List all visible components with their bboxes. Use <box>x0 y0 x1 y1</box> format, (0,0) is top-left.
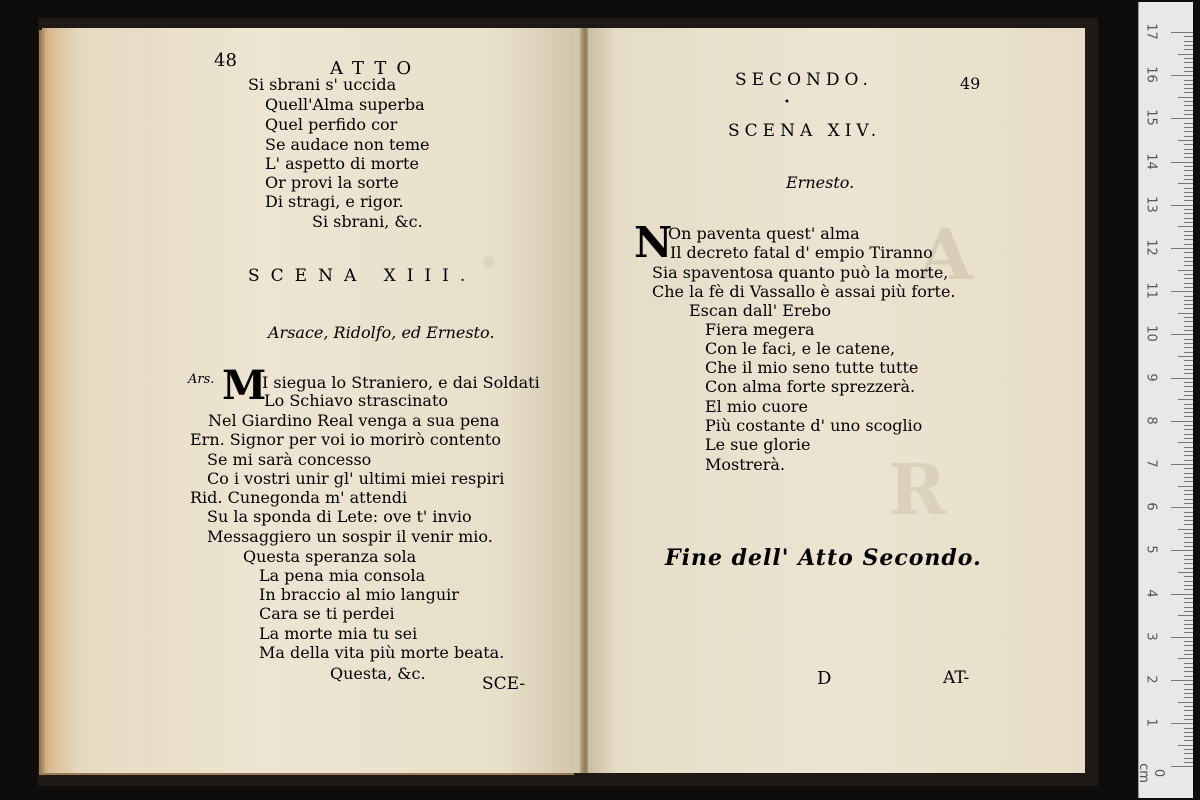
ruler-tick <box>1184 283 1193 284</box>
ruler-tick <box>1184 317 1193 318</box>
ruler-tick <box>1184 391 1193 392</box>
ruler-tick <box>1184 261 1193 262</box>
ruler-tick <box>1184 62 1193 63</box>
ruler-tick <box>1184 576 1193 577</box>
ruler-tick <box>1184 728 1193 729</box>
ruler-label: 12 <box>1143 239 1159 256</box>
ruler-tick <box>1184 179 1193 180</box>
ruler-label: 17 <box>1143 23 1159 40</box>
ruler-tick <box>1184 425 1193 426</box>
ruler-label: 11 <box>1143 282 1159 299</box>
ruler-label: 2 <box>1143 675 1159 684</box>
ruler-tick <box>1184 166 1193 167</box>
ruler-tick <box>1184 360 1193 361</box>
ruler-tick <box>1184 611 1193 612</box>
ruler-tick <box>1178 226 1193 227</box>
ruler-tick <box>1184 339 1193 340</box>
aria-line: Le sue glorie <box>705 435 811 454</box>
dialogue-line: Cara se ti perdei <box>259 604 395 623</box>
ruler-tick <box>1184 386 1193 387</box>
ruler-tick <box>1184 45 1193 46</box>
dialogue-line: Messaggiero un sospir il venir mio. <box>207 527 493 546</box>
ruler-tick <box>1184 542 1193 543</box>
ruler-tick <box>1184 477 1193 478</box>
ruler-tick <box>1184 105 1193 106</box>
ruler-label: 5 <box>1143 545 1159 555</box>
ruler-tick <box>1184 218 1193 219</box>
ruler-label: 3 <box>1143 632 1159 641</box>
ruler-tick <box>1184 585 1193 586</box>
ruler-tick <box>1184 663 1193 664</box>
drop-cap-left: M <box>222 362 267 409</box>
ornament-dot: • <box>784 97 790 108</box>
ruler-label: 0 cm <box>1136 763 1166 784</box>
ruler-tick <box>1184 308 1193 309</box>
ruler-tick <box>1171 162 1193 163</box>
ruler-tick <box>1184 188 1193 189</box>
aria-line: Che la fè di Vassallo è assai più forte. <box>652 282 956 301</box>
ruler-tick <box>1178 356 1193 357</box>
ruler-tick <box>1184 41 1193 42</box>
ruler-tick <box>1184 84 1193 85</box>
ruler-tick <box>1184 36 1193 37</box>
page-number-left: 48 <box>214 50 237 71</box>
dialogue-line: Su la sponda di Lete: ove t' invio <box>207 507 472 526</box>
ruler-tick <box>1184 170 1193 171</box>
ruler-label: 16 <box>1143 66 1159 83</box>
ruler-tick <box>1184 468 1193 469</box>
ruler-tick <box>1184 296 1193 297</box>
ruler-tick <box>1184 447 1193 448</box>
ruler-label: 7 <box>1143 459 1159 468</box>
measuring-ruler <box>1138 2 1193 798</box>
ruler-tick <box>1178 399 1193 400</box>
aria-line: Se audace non teme <box>265 135 430 154</box>
ruler-tick <box>1178 140 1193 141</box>
dialogue-line: Lo Schiavo strascinato <box>264 391 449 410</box>
ruler-tick <box>1184 369 1193 370</box>
ruler-tick <box>1184 365 1193 366</box>
ruler-tick <box>1184 136 1193 137</box>
ruler-tick <box>1184 524 1193 525</box>
ruler-tick <box>1184 71 1193 72</box>
drop-cap-right: N <box>634 218 673 267</box>
ruler-label: 4 <box>1143 588 1159 598</box>
ruler-tick <box>1178 572 1193 573</box>
dialogue-line: Rid. Cunegonda m' attendi <box>190 488 408 507</box>
aria-line: Con alma forte sprezzerà. <box>705 377 916 396</box>
ruler-tick <box>1178 183 1193 184</box>
dialogue-line: In braccio al mio languir <box>259 585 459 604</box>
ruler-tick <box>1184 602 1193 603</box>
ruler-tick <box>1184 740 1193 741</box>
ruler-tick <box>1184 144 1193 145</box>
ruler-tick <box>1178 313 1193 314</box>
ruler-tick <box>1184 49 1193 50</box>
ruler-tick <box>1184 546 1193 547</box>
bleed-through-r: R <box>888 448 947 531</box>
bleed-through-a: A <box>918 213 973 296</box>
ruler-tick <box>1171 464 1193 465</box>
ruler-tick <box>1171 723 1193 724</box>
ruler-tick <box>1171 334 1193 335</box>
ruler-tick <box>1171 637 1193 638</box>
dialogue-line: Se mi sarà concesso <box>207 450 372 469</box>
ruler-tick <box>1184 326 1193 327</box>
aria-line: Fiera megera <box>705 320 815 339</box>
ruler-tick <box>1171 766 1193 767</box>
ruler-tick <box>1184 516 1193 517</box>
scene-heading-right: SCENA XIV. <box>728 121 882 141</box>
ruler-tick <box>1184 650 1193 651</box>
ruler-tick <box>1184 257 1193 258</box>
ruler-tick <box>1184 175 1193 176</box>
ruler-tick <box>1184 157 1193 158</box>
ruler-tick <box>1184 67 1193 68</box>
ruler-tick <box>1184 343 1193 344</box>
ruler-tick <box>1184 589 1193 590</box>
aria-line: Quel perfido cor <box>265 115 398 134</box>
page-number-right: 49 <box>960 74 981 93</box>
ruler-tick <box>1184 568 1193 569</box>
ruler-tick <box>1184 490 1193 491</box>
ruler-tick <box>1184 628 1193 629</box>
ruler-tick <box>1184 520 1193 521</box>
aria-line: Mostrerà. <box>705 455 786 474</box>
ruler-tick <box>1184 598 1193 599</box>
ruler-tick <box>1184 382 1193 383</box>
ruler-tick <box>1184 412 1193 413</box>
end-of-act: Fine dell' Atto Secondo. <box>665 545 982 571</box>
running-head-left: ATTO <box>330 58 422 79</box>
ruler-tick <box>1184 235 1193 236</box>
dialogue-line: Ma della vita più morte beata. <box>259 643 505 662</box>
ruler-label: 14 <box>1143 152 1159 170</box>
ruler-tick <box>1171 32 1193 33</box>
ruler-label: 9 <box>1143 372 1159 382</box>
ruler-tick <box>1184 321 1193 322</box>
ruler-tick <box>1178 745 1193 746</box>
ruler-tick <box>1184 559 1193 560</box>
ruler-tick <box>1184 473 1193 474</box>
ruler-tick <box>1184 719 1193 720</box>
ruler-tick <box>1184 287 1193 288</box>
ruler-tick <box>1178 702 1193 703</box>
ruler-tick <box>1184 607 1193 608</box>
aria-line: Con le faci, e le catene, <box>705 339 896 358</box>
catchword-left: SCE- <box>482 674 526 694</box>
ruler-tick <box>1184 624 1193 625</box>
ruler-tick <box>1184 654 1193 655</box>
ruler-tick <box>1184 213 1193 214</box>
ruler-tick <box>1184 645 1193 646</box>
ruler-tick <box>1178 615 1193 616</box>
ruler-tick <box>1184 555 1193 556</box>
ruler-tick <box>1184 533 1193 534</box>
ruler-tick <box>1184 373 1193 374</box>
ruler-tick <box>1184 209 1193 210</box>
ruler-tick <box>1184 244 1193 245</box>
speaker-label: Ars. <box>188 372 215 387</box>
ruler-tick <box>1184 330 1193 331</box>
aria-line: Il decreto fatal d' empio Tiranno <box>670 243 933 262</box>
running-head-right: SECONDO. <box>735 70 873 90</box>
ruler-tick <box>1184 753 1193 754</box>
ruler-tick <box>1184 676 1193 677</box>
ruler-label: 1 <box>1143 718 1159 727</box>
ruler-label: 13 <box>1143 196 1159 213</box>
ruler-tick <box>1184 736 1193 737</box>
character-name: Ernesto. <box>786 173 855 192</box>
ruler-tick <box>1184 563 1193 564</box>
ruler-tick <box>1184 101 1193 102</box>
aria-line: Or provi la sorte <box>265 173 399 192</box>
aria-line: Più costante d' uno scoglio <box>705 416 923 435</box>
ruler-tick <box>1184 581 1193 582</box>
dialogue-line: I siegua lo Straniero, e dai Soldati <box>262 373 540 392</box>
ruler-tick <box>1184 693 1193 694</box>
ruler-label: 6 <box>1143 502 1159 511</box>
ruler-tick <box>1184 460 1193 461</box>
ruler-tick <box>1184 684 1193 685</box>
ruler-tick <box>1184 304 1193 305</box>
ruler-tick <box>1184 239 1193 240</box>
ruler-tick <box>1184 123 1193 124</box>
dialogue-line: Questa, &c. <box>330 664 426 683</box>
ruler-tick <box>1178 486 1193 487</box>
ruler-tick <box>1178 442 1193 443</box>
ruler-tick <box>1184 395 1193 396</box>
ruler-tick <box>1184 455 1193 456</box>
dialogue-line: La morte mia tu sei <box>259 624 418 643</box>
ruler-tick <box>1184 762 1193 763</box>
scene-heading-left: SCENA XIII. <box>248 266 477 286</box>
ruler-tick <box>1171 507 1193 508</box>
ruler-tick <box>1184 274 1193 275</box>
aria-line: El mio cuore <box>705 397 808 416</box>
ruler-tick <box>1178 529 1193 530</box>
ruler-tick <box>1184 494 1193 495</box>
ruler-tick <box>1171 118 1193 119</box>
ruler-tick <box>1184 88 1193 89</box>
ruler-tick <box>1184 192 1193 193</box>
ruler-tick <box>1184 710 1193 711</box>
ruler-tick <box>1184 451 1193 452</box>
ruler-label: 10 <box>1143 325 1159 343</box>
ruler-tick <box>1184 689 1193 690</box>
ruler-tick <box>1171 205 1193 206</box>
characters-line: Arsace, Ridolfo, ed Ernesto. <box>268 323 495 342</box>
aria-line: Si sbrani, &c. <box>312 212 423 231</box>
ruler-tick <box>1184 252 1193 253</box>
ruler-tick <box>1171 378 1193 379</box>
ruler-tick <box>1178 658 1193 659</box>
catchword-right: AT- <box>943 668 970 688</box>
ruler-tick <box>1184 92 1193 93</box>
ruler-tick <box>1178 97 1193 98</box>
ruler-tick <box>1171 550 1193 551</box>
ruler-tick <box>1184 706 1193 707</box>
ruler-tick <box>1184 404 1193 405</box>
ruler-tick <box>1184 408 1193 409</box>
ruler-tick <box>1184 641 1193 642</box>
ruler-tick <box>1171 75 1193 76</box>
ruler-tick <box>1184 300 1193 301</box>
ruler-tick <box>1184 749 1193 750</box>
dialogue-line: Questa speranza sola <box>243 547 417 566</box>
aria-line: Sia spaventosa quanto può la morte, <box>652 263 949 282</box>
aria-line: Si sbrani s' uccida <box>248 75 397 94</box>
ruler-tick <box>1171 248 1193 249</box>
ruler-tick <box>1184 481 1193 482</box>
ruler-tick <box>1171 680 1193 681</box>
ruler-tick <box>1184 222 1193 223</box>
ruler-tick <box>1171 291 1193 292</box>
aria-line: L' aspetto di morte <box>265 154 419 173</box>
dialogue-line: La pena mia consola <box>259 566 426 585</box>
ruler-tick <box>1184 671 1193 672</box>
ruler-tick <box>1184 149 1193 150</box>
dialogue-line: Co i vostri unir gl' ultimi miei respiri <box>207 469 505 488</box>
ruler-tick <box>1184 196 1193 197</box>
dialogue-line: Ern. Signor per voi io morirò contento <box>190 430 502 449</box>
ruler-tick <box>1184 667 1193 668</box>
ruler-tick <box>1184 715 1193 716</box>
ruler-tick <box>1171 594 1193 595</box>
ruler-tick <box>1184 153 1193 154</box>
ruler-label: 8 <box>1143 416 1159 425</box>
ruler-tick <box>1184 434 1193 435</box>
aria-line: Che il mio seno tutte tutte <box>705 358 919 377</box>
ruler-tick <box>1184 697 1193 698</box>
ruler-tick <box>1184 537 1193 538</box>
ruler-tick <box>1184 114 1193 115</box>
ruler-tick <box>1184 200 1193 201</box>
ruler-tick <box>1184 429 1193 430</box>
ruler-tick <box>1184 352 1193 353</box>
aria-line: Escan dall' Erebo <box>689 301 831 320</box>
aria-line: Di stragi, e rigor. <box>265 192 404 211</box>
ruler-tick <box>1184 231 1193 232</box>
dialogue-line: Nel Giardino Real venga a sua pena <box>208 411 500 430</box>
ruler-tick <box>1184 438 1193 439</box>
ruler-tick <box>1184 80 1193 81</box>
ruler-tick <box>1184 110 1193 111</box>
bleed-through: · <box>478 228 499 298</box>
ruler-label: 15 <box>1143 109 1159 127</box>
ruler-tick <box>1184 127 1193 128</box>
ruler-tick <box>1184 416 1193 417</box>
ruler-tick <box>1184 58 1193 59</box>
ruler-tick <box>1184 347 1193 348</box>
ruler-tick <box>1184 131 1193 132</box>
ruler-tick <box>1178 54 1193 55</box>
ruler-tick <box>1184 503 1193 504</box>
ruler-tick <box>1178 270 1193 271</box>
ruler-tick <box>1184 732 1193 733</box>
ruler-tick <box>1184 499 1193 500</box>
ruler-tick <box>1184 758 1193 759</box>
ruler-tick <box>1171 421 1193 422</box>
ruler-tick <box>1184 265 1193 266</box>
ruler-tick <box>1184 632 1193 633</box>
aria-line: Quell'Alma superba <box>265 95 425 114</box>
ruler-tick <box>1184 512 1193 513</box>
ruler-tick <box>1184 620 1193 621</box>
aria-line: On paventa quest' alma <box>668 224 860 243</box>
signature-mark: D <box>817 668 832 689</box>
ruler-tick <box>1184 278 1193 279</box>
